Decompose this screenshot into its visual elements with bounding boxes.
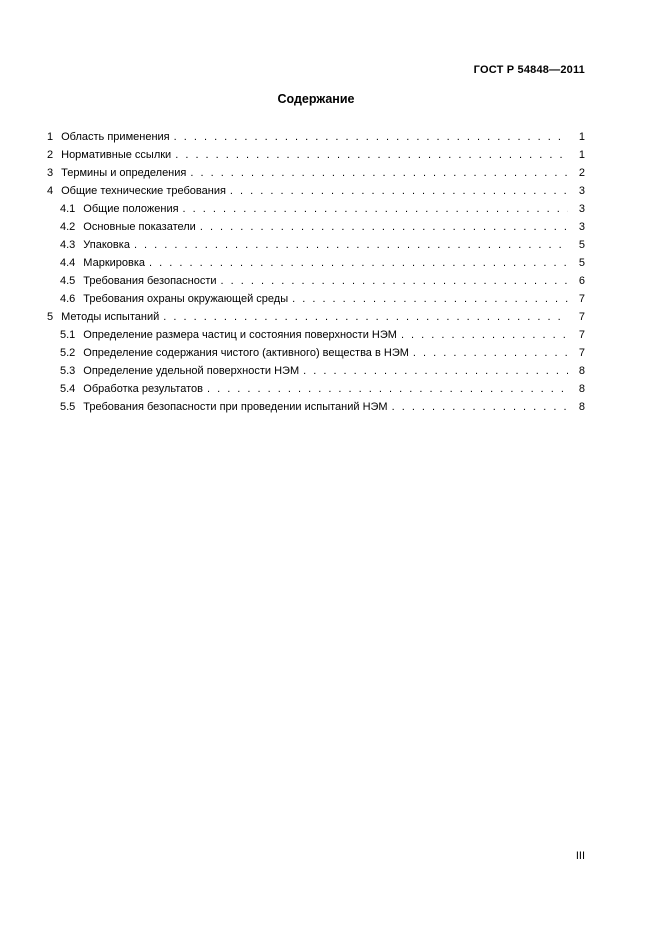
toc-entry-page: 5	[578, 239, 585, 251]
toc-entry-number: 4.5	[60, 275, 76, 287]
toc-entry	[47, 236, 585, 254]
toc-entry-number: 5.5	[60, 401, 76, 413]
toc-leader-dots	[292, 290, 568, 308]
toc-entry-number: 5.2	[60, 347, 76, 359]
toc-entry	[47, 272, 585, 290]
toc-entry	[47, 362, 585, 380]
toc-entry-label: Основные показатели	[83, 221, 196, 233]
toc-entry-label: Обработка результатов	[83, 383, 203, 395]
toc-entry-label: Упаковка	[83, 239, 130, 251]
toc-entry	[47, 218, 585, 236]
toc-entry-page: 7	[578, 347, 585, 359]
toc-entry	[47, 164, 585, 182]
toc-entry-page: 8	[578, 401, 585, 413]
toc-entry	[47, 344, 585, 362]
toc-leader-dots	[392, 398, 568, 416]
toc-entry-page: 8	[578, 383, 585, 395]
toc-leader-dots	[174, 128, 568, 146]
toc-entry-number: 4.6	[60, 293, 76, 305]
toc-entry-page: 8	[578, 365, 585, 377]
toc-entry-number: 4.2	[60, 221, 76, 233]
toc-entry-number: 5	[47, 311, 54, 323]
toc-title: Содержание	[277, 92, 355, 106]
toc-entry-number: 2	[47, 149, 54, 161]
toc-entry-number: 4.1	[60, 203, 76, 215]
toc-leader-dots	[134, 236, 568, 254]
toc-entry	[47, 308, 585, 326]
toc-entry	[47, 326, 585, 344]
toc-leader-dots	[401, 326, 568, 344]
toc-leader-dots	[149, 254, 568, 272]
toc-entry-label: Определение размера частиц и состояния поверхности НЭМ	[83, 329, 397, 341]
toc-entry-page: 7	[578, 329, 585, 341]
toc-entry-page: 6	[578, 275, 585, 287]
toc-leader-dots	[183, 200, 568, 218]
document-standard-reference: ГОСТ Р 54848—2011	[473, 64, 585, 76]
toc-entry-label: Общие положения	[83, 203, 179, 215]
toc-entry-page: 1	[578, 149, 585, 161]
toc-leader-dots	[175, 146, 568, 164]
toc-leader-dots	[190, 164, 568, 182]
toc-entry-page: 2	[578, 167, 585, 179]
toc-entry-label: Требования охраны окружающей среды	[83, 293, 289, 305]
toc-entry	[47, 290, 585, 308]
toc-entry-label: Маркировка	[83, 257, 146, 269]
toc-entry-label: Область применения	[61, 131, 170, 143]
toc-leader-dots	[163, 308, 568, 326]
toc-leader-dots	[200, 218, 568, 236]
toc-entry-label: Нормативные ссылки	[61, 149, 172, 161]
toc-entry-number: 5.3	[60, 365, 76, 377]
toc-entry-number: 3	[47, 167, 54, 179]
toc-entry-page: 3	[578, 221, 585, 233]
toc-entry-label: Определение содержания чистого (активного) вещества в НЭМ	[83, 347, 409, 359]
toc-entry-number: 5.4	[60, 383, 76, 395]
toc-entry-label: Требования безопасности при проведении испытаний НЭМ	[83, 401, 388, 413]
toc-leader-dots	[230, 182, 568, 200]
toc-entry-label: Методы испытаний	[61, 311, 160, 323]
toc-entry-number: 4	[47, 185, 54, 197]
toc-entry-page: 5	[578, 257, 585, 269]
toc-entry	[47, 398, 585, 416]
toc-entry-number: 5.1	[60, 329, 76, 341]
toc-entry	[47, 146, 585, 164]
toc-entry-page: 1	[578, 131, 585, 143]
toc-entry	[47, 254, 585, 272]
toc-entry-label: Термины и определения	[61, 167, 187, 179]
toc-entry	[47, 380, 585, 398]
toc-entry-number: 4.3	[60, 239, 76, 251]
toc-leader-dots	[207, 380, 568, 398]
toc-entry	[47, 182, 585, 200]
toc-entry-label: Требования безопасности	[83, 275, 217, 287]
toc-leader-dots	[413, 344, 568, 362]
toc-list	[47, 128, 585, 416]
page-number: III	[575, 850, 585, 862]
toc-entry	[47, 128, 585, 146]
toc-entry-page: 7	[578, 311, 585, 323]
toc-entry-label: Определение удельной поверхности НЭМ	[83, 365, 300, 377]
toc-entry-page: 7	[578, 293, 585, 305]
toc-entry-number: 1	[47, 131, 54, 143]
toc-leader-dots	[221, 272, 568, 290]
toc-entry-page: 3	[578, 185, 585, 197]
toc-entry-page: 3	[578, 203, 585, 215]
toc-entry-number: 4.4	[60, 257, 76, 269]
toc-entry	[47, 200, 585, 218]
toc-leader-dots	[303, 362, 568, 380]
toc-entry-label: Общие технические требования	[61, 185, 226, 197]
